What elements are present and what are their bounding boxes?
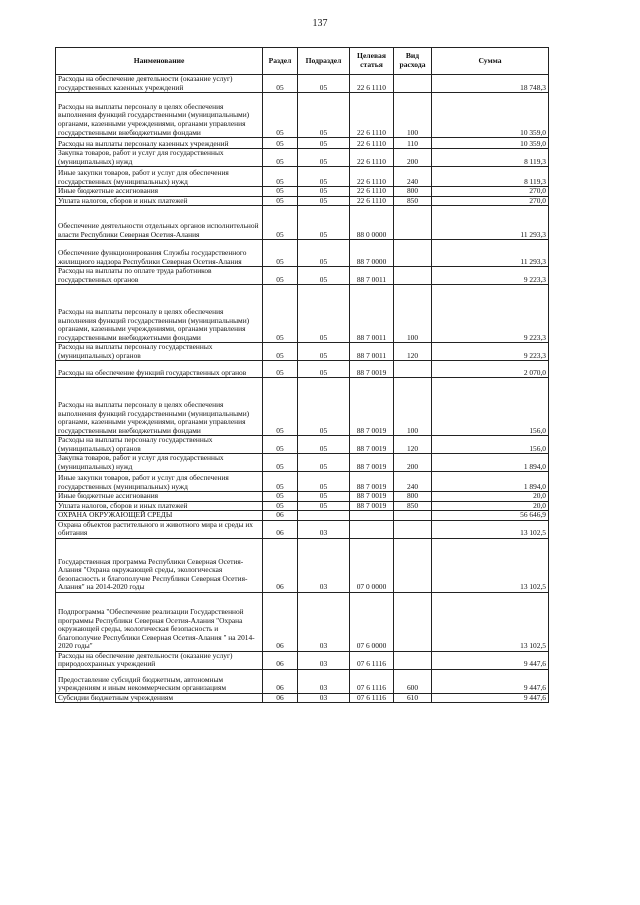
cell-name: Иные закупки товаров, работ и услуг для обеспечения государственных (муниципальных) нужд bbox=[56, 167, 263, 187]
cell-name: Расходы на выплаты персоналу в целях обеспечения выполнения функций государственными (муниципальными) органами, казенными учреждениями, органами управления государственными внебюджетными фондами bbox=[56, 378, 263, 436]
cell-vid: 100 bbox=[394, 93, 432, 138]
cell-razdel: 05 bbox=[263, 187, 298, 197]
cell-target: 88 7 0011 bbox=[350, 267, 394, 285]
cell-summa: 8 119,3 bbox=[432, 167, 549, 187]
table-row bbox=[56, 138, 549, 149]
cell-vid: 850 bbox=[394, 501, 432, 511]
cell-razdel: 05 bbox=[263, 361, 298, 378]
cell-vid bbox=[394, 592, 432, 651]
table-row bbox=[56, 538, 549, 592]
cell-name: Расходы на выплаты персоналу в целях обеспечения выполнения функций государственными (муниципальными) органами, казенными учреждениями, органами управления государственными внебюджетными фондами bbox=[56, 93, 263, 138]
table-row bbox=[56, 343, 549, 361]
page-number: 137 bbox=[312, 18, 328, 29]
cell-summa: 1 894,0 bbox=[432, 454, 549, 472]
cell-summa: 13 102,5 bbox=[432, 538, 549, 592]
header-summa: Сумма bbox=[432, 48, 549, 75]
cell-vid bbox=[394, 206, 432, 240]
cell-name: Расходы на выплаты персоналу государственных (муниципальных) органов bbox=[56, 343, 263, 361]
budget-table bbox=[55, 47, 549, 703]
cell-name: Обеспечение деятельности отдельных органов исполнительной власти Республики Северная Осетия-Алания bbox=[56, 206, 263, 240]
cell-target bbox=[350, 511, 394, 521]
cell-podrazdel bbox=[298, 511, 350, 521]
cell-vid: 100 bbox=[394, 378, 432, 436]
cell-summa: 13 102,5 bbox=[432, 520, 549, 538]
cell-summa: 20,0 bbox=[432, 492, 549, 502]
cell-name: Уплата налогов, сборов и иных платежей bbox=[56, 196, 263, 206]
cell-target: 22 6 1110 bbox=[350, 149, 394, 167]
cell-name: Охрана объектов растительного и животного мира и среды их обитания bbox=[56, 520, 263, 538]
cell-summa: 1 894,0 bbox=[432, 472, 549, 492]
cell-podrazdel: 03 bbox=[298, 592, 350, 651]
cell-target: 07 6 1116 bbox=[350, 651, 394, 669]
cell-vid bbox=[394, 361, 432, 378]
cell-podrazdel: 05 bbox=[298, 206, 350, 240]
cell-razdel: 05 bbox=[263, 75, 298, 93]
cell-summa: 270,0 bbox=[432, 196, 549, 206]
cell-summa: 10 359,0 bbox=[432, 93, 549, 138]
cell-podrazdel: 05 bbox=[298, 196, 350, 206]
cell-summa: 9 223,3 bbox=[432, 267, 549, 285]
cell-vid: 600 bbox=[394, 669, 432, 693]
cell-podrazdel: 05 bbox=[298, 167, 350, 187]
cell-name: Подпрограмма "Обеспечение реализации Государственной программы Республики Северная Осетия-Алания "Охрана окружающей среды, экологическая безопасность и благополучие Республики Северная Осетия-Алания " на 2014-2020 годы" bbox=[56, 592, 263, 651]
cell-summa: 13 102,5 bbox=[432, 592, 549, 651]
cell-summa: 20,0 bbox=[432, 501, 549, 511]
cell-target: 22 6 1110 bbox=[350, 138, 394, 149]
cell-podrazdel: 05 bbox=[298, 378, 350, 436]
cell-podrazdel: 05 bbox=[298, 138, 350, 149]
cell-podrazdel: 05 bbox=[298, 240, 350, 267]
cell-vid bbox=[394, 75, 432, 93]
table-row bbox=[56, 520, 549, 538]
cell-razdel: 05 bbox=[263, 240, 298, 267]
cell-razdel: 06 bbox=[263, 520, 298, 538]
cell-name: Расходы на выплаты персоналу казенных учреждений bbox=[56, 138, 263, 149]
cell-vid: 240 bbox=[394, 472, 432, 492]
cell-razdel: 05 bbox=[263, 454, 298, 472]
cell-target: 88 7 0019 bbox=[350, 361, 394, 378]
cell-summa: 9 447,6 bbox=[432, 651, 549, 669]
cell-podrazdel: 05 bbox=[298, 187, 350, 197]
header-target: Целевая статья bbox=[350, 48, 394, 75]
cell-summa: 9 223,3 bbox=[432, 343, 549, 361]
cell-podrazdel: 05 bbox=[298, 343, 350, 361]
cell-vid: 610 bbox=[394, 693, 432, 703]
cell-vid: 800 bbox=[394, 492, 432, 502]
cell-name: Государственная программа Республики Северная Осетия-Алания "Охрана окружающей среды, экологическая безопасность и благополучие Республики Северная Осетия-Алания" на 2014-2020 годы bbox=[56, 538, 263, 592]
cell-razdel: 06 bbox=[263, 511, 298, 521]
cell-summa: 10 359,0 bbox=[432, 138, 549, 149]
cell-name: Уплата налогов, сборов и иных платежей bbox=[56, 501, 263, 511]
cell-podrazdel: 03 bbox=[298, 520, 350, 538]
table-row bbox=[56, 361, 549, 378]
cell-target: 22 6 1110 bbox=[350, 167, 394, 187]
cell-vid bbox=[394, 651, 432, 669]
header-vid: Вид расхода bbox=[394, 48, 432, 75]
cell-podrazdel: 05 bbox=[298, 501, 350, 511]
table-row bbox=[56, 75, 549, 93]
cell-vid: 200 bbox=[394, 454, 432, 472]
cell-razdel: 05 bbox=[263, 501, 298, 511]
cell-razdel: 06 bbox=[263, 592, 298, 651]
cell-vid: 850 bbox=[394, 196, 432, 206]
table-row bbox=[56, 651, 549, 669]
cell-target: 88 7 0019 bbox=[350, 472, 394, 492]
table-row bbox=[56, 492, 549, 502]
cell-podrazdel: 03 bbox=[298, 693, 350, 703]
table-row bbox=[56, 378, 549, 436]
cell-target: 22 6 1110 bbox=[350, 187, 394, 197]
cell-vid: 240 bbox=[394, 167, 432, 187]
cell-target: 88 7 0019 bbox=[350, 454, 394, 472]
header-podrazdel: Подраздел bbox=[298, 48, 350, 75]
table-header-row bbox=[56, 48, 549, 75]
cell-summa: 9 447,6 bbox=[432, 669, 549, 693]
cell-razdel: 05 bbox=[263, 285, 298, 343]
cell-target: 88 7 0019 bbox=[350, 492, 394, 502]
cell-name: Иные бюджетные ассигнования bbox=[56, 492, 263, 502]
header-name: Наименование bbox=[56, 48, 263, 75]
table-row bbox=[56, 167, 549, 187]
table-row bbox=[56, 93, 549, 138]
cell-podrazdel: 03 bbox=[298, 651, 350, 669]
cell-target: 88 7 0000 bbox=[350, 240, 394, 267]
cell-razdel: 05 bbox=[263, 492, 298, 502]
cell-podrazdel: 05 bbox=[298, 285, 350, 343]
cell-podrazdel: 05 bbox=[298, 149, 350, 167]
cell-target: 07 6 0000 bbox=[350, 592, 394, 651]
cell-target: 22 6 1110 bbox=[350, 196, 394, 206]
cell-vid bbox=[394, 538, 432, 592]
cell-target: 07 6 1116 bbox=[350, 669, 394, 693]
cell-name: Субсидии бюджетным учреждениям bbox=[56, 693, 263, 703]
cell-summa: 9 447,6 bbox=[432, 693, 549, 703]
cell-vid bbox=[394, 267, 432, 285]
cell-razdel: 06 bbox=[263, 538, 298, 592]
cell-razdel: 05 bbox=[263, 149, 298, 167]
cell-vid: 120 bbox=[394, 436, 432, 454]
cell-razdel: 06 bbox=[263, 693, 298, 703]
cell-name: Иные бюджетные ассигнования bbox=[56, 187, 263, 197]
cell-vid bbox=[394, 511, 432, 521]
cell-vid: 110 bbox=[394, 138, 432, 149]
cell-name: Расходы на обеспечение деятельности (оказание услуг) государственных казенных учреждений bbox=[56, 75, 263, 93]
cell-name: Расходы на выплаты персоналу государственных (муниципальных) органов bbox=[56, 436, 263, 454]
table-row bbox=[56, 240, 549, 267]
cell-razdel: 05 bbox=[263, 436, 298, 454]
cell-name: Расходы на обеспечение деятельности (оказание услуг) природоохранных учреждений bbox=[56, 651, 263, 669]
cell-podrazdel: 05 bbox=[298, 436, 350, 454]
cell-target: 88 7 0019 bbox=[350, 501, 394, 511]
cell-podrazdel: 05 bbox=[298, 472, 350, 492]
cell-vid: 120 bbox=[394, 343, 432, 361]
table-row bbox=[56, 693, 549, 703]
cell-target: 88 0 0000 bbox=[350, 206, 394, 240]
cell-name: Иные закупки товаров, работ и услуг для обеспечения государственных (муниципальных) нужд bbox=[56, 472, 263, 492]
cell-razdel: 06 bbox=[263, 669, 298, 693]
cell-target: 88 7 0019 bbox=[350, 378, 394, 436]
cell-vid: 100 bbox=[394, 285, 432, 343]
cell-razdel: 05 bbox=[263, 378, 298, 436]
cell-name: Расходы на выплаты по оплате труда работников государственных органов bbox=[56, 267, 263, 285]
cell-razdel: 05 bbox=[263, 206, 298, 240]
table-row bbox=[56, 436, 549, 454]
table-row bbox=[56, 592, 549, 651]
cell-razdel: 05 bbox=[263, 167, 298, 187]
table-row bbox=[56, 149, 549, 167]
table-row bbox=[56, 511, 549, 521]
cell-target: 88 7 0019 bbox=[350, 436, 394, 454]
table-row bbox=[56, 187, 549, 197]
cell-name: Расходы на обеспечение функций государственных органов bbox=[56, 361, 263, 378]
cell-summa: 9 223,3 bbox=[432, 285, 549, 343]
cell-vid bbox=[394, 520, 432, 538]
cell-summa: 2 070,0 bbox=[432, 361, 549, 378]
table-row bbox=[56, 454, 549, 472]
cell-target bbox=[350, 520, 394, 538]
table-row bbox=[56, 267, 549, 285]
cell-name: Закупка товаров, работ и услуг для государственных (муниципальных) нужд bbox=[56, 149, 263, 167]
cell-podrazdel: 05 bbox=[298, 75, 350, 93]
cell-summa: 11 293,3 bbox=[432, 206, 549, 240]
table-row bbox=[56, 472, 549, 492]
cell-target: 22 6 1110 bbox=[350, 93, 394, 138]
cell-razdel: 06 bbox=[263, 651, 298, 669]
cell-podrazdel: 05 bbox=[298, 93, 350, 138]
cell-target: 88 7 0011 bbox=[350, 285, 394, 343]
cell-name: Предоставление субсидий бюджетным, автономным учреждениям и иным некоммерческим организациям bbox=[56, 669, 263, 693]
table-body bbox=[56, 75, 549, 703]
cell-razdel: 05 bbox=[263, 343, 298, 361]
cell-podrazdel: 05 bbox=[298, 361, 350, 378]
cell-summa: 156,0 bbox=[432, 436, 549, 454]
cell-target: 22 6 1110 bbox=[350, 75, 394, 93]
table-row bbox=[56, 196, 549, 206]
cell-podrazdel: 03 bbox=[298, 669, 350, 693]
cell-name: ОХРАНА ОКРУЖАЮЩЕЙ СРЕДЫ bbox=[56, 511, 263, 521]
table-row bbox=[56, 669, 549, 693]
cell-target: 88 7 0011 bbox=[350, 343, 394, 361]
cell-name: Расходы на выплаты персоналу в целях обеспечения выполнения функций государственными (муниципальными) органами, казенными учреждениями, органами управления государственными внебюджетными фондами bbox=[56, 285, 263, 343]
cell-razdel: 05 bbox=[263, 472, 298, 492]
cell-podrazdel: 05 bbox=[298, 492, 350, 502]
cell-summa: 11 293,3 bbox=[432, 240, 549, 267]
cell-razdel: 05 bbox=[263, 138, 298, 149]
cell-vid: 800 bbox=[394, 187, 432, 197]
cell-summa: 270,0 bbox=[432, 187, 549, 197]
header-razdel: Раздел bbox=[263, 48, 298, 75]
cell-podrazdel: 05 bbox=[298, 454, 350, 472]
cell-summa: 8 119,3 bbox=[432, 149, 549, 167]
cell-razdel: 05 bbox=[263, 93, 298, 138]
cell-target: 07 6 1116 bbox=[350, 693, 394, 703]
cell-razdel: 05 bbox=[263, 267, 298, 285]
cell-vid: 200 bbox=[394, 149, 432, 167]
cell-summa: 156,0 bbox=[432, 378, 549, 436]
cell-summa: 56 646,9 bbox=[432, 511, 549, 521]
cell-target: 07 0 0000 bbox=[350, 538, 394, 592]
cell-podrazdel: 03 bbox=[298, 538, 350, 592]
cell-podrazdel: 05 bbox=[298, 267, 350, 285]
cell-summa: 18 748,3 bbox=[432, 75, 549, 93]
cell-razdel: 05 bbox=[263, 196, 298, 206]
cell-name: Обеспечение функционирования Службы государственного жилищного надзора Республики Северная Осетия-Алания bbox=[56, 240, 263, 267]
table-row bbox=[56, 206, 549, 240]
cell-name: Закупка товаров, работ и услуг для государственных (муниципальных) нужд bbox=[56, 454, 263, 472]
cell-vid bbox=[394, 240, 432, 267]
table-row bbox=[56, 285, 549, 343]
